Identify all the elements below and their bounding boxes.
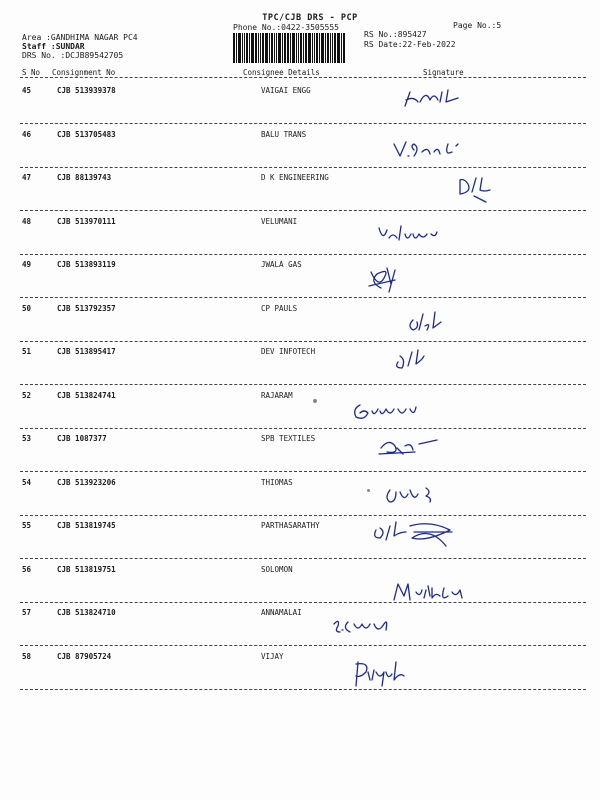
ink-speck [313,399,317,403]
row-separator [20,689,586,690]
row-consignee: SPB TEXTILES [261,434,316,443]
row-sno: 57 [22,608,32,617]
row-consignee: CP PAULS [261,303,298,313]
rs-date: RS Date:22-Feb-2022 [364,40,456,49]
header-rule [20,77,586,78]
col-header-consignee: Consignee Details [243,68,320,77]
area-field: Area :GANDHIMA NAGAR PC4 [22,33,138,42]
signature-image [350,395,470,429]
rs-number: RS No.:895427 [364,30,427,39]
row-separator [20,123,586,124]
row-separator [20,254,586,255]
row-consignment-no: CJB 513939378 [57,86,116,95]
row-consignee: VIJAY [261,651,284,661]
row-consignment-no: CJB 513792357 [57,303,116,313]
signature-image [365,262,415,296]
row-separator [20,428,586,429]
row-consignment-no: CJB 88139743 [57,173,112,182]
signature-image [350,656,420,696]
row-consignment-no: CJB 513819751 [57,564,116,574]
row-consignee: PARTHASARATHY [261,521,320,530]
row-sno: 49 [22,260,32,269]
signature-image [400,84,480,112]
row-separator [20,167,586,168]
row-consignee: DEV INFOTECH [261,347,316,356]
signature-image [330,612,410,640]
signature-image [375,220,455,248]
signature-image [450,172,520,208]
row-separator [20,602,586,603]
row-consignee: BALU TRANS [261,129,307,139]
row-consignee: SOLOMON [261,564,293,574]
document-title: TPC/CJB DRS - PCP [262,13,358,23]
signature-image [375,434,465,466]
signature-image [370,518,470,562]
signature-image [380,480,450,514]
row-sno: 47 [22,173,32,182]
row-sno: 53 [22,434,32,443]
row-consignee: VAIGAI ENGG [261,86,311,95]
row-consignment-no: CJB 513824741 [57,390,116,400]
row-separator [20,471,586,472]
row-separator [20,558,586,559]
ink-speck [367,489,370,492]
row-sno: 50 [22,303,32,313]
row-consignee: D K ENGINEERING [261,173,329,182]
row-separator [20,210,586,211]
row-sno: 45 [22,86,32,95]
row-sno: 55 [22,521,32,530]
staff-field: Staff :SUNDAR [22,42,85,51]
row-separator [20,297,586,298]
row-sno: 48 [22,216,32,226]
row-consignment-no: CJB 513819745 [57,521,116,530]
signature-image [405,308,465,338]
row-consignee: VELUMANI [261,216,298,226]
row-sno: 52 [22,390,32,400]
row-consignment-no: CJB 87905724 [57,651,112,661]
row-consignment-no: CJB 513895417 [57,347,116,356]
row-separator [20,645,586,646]
signature-image [390,346,440,380]
row-consignment-no: CJB 513893119 [57,260,116,269]
row-consignee: JWALA GAS [261,260,302,269]
row-consignment-no: CJB 513970111 [57,216,116,226]
row-sno: 58 [22,651,32,661]
barcode [233,33,358,63]
row-sno: 51 [22,347,32,356]
row-sno: 54 [22,477,32,487]
signature-image [390,136,480,168]
row-consignment-no: CJB 513824710 [57,608,116,617]
row-separator [20,384,586,385]
row-consignee: RAJARAM [261,390,293,400]
row-separator [20,341,586,342]
row-consignee: ANNAMALAI [261,608,302,617]
col-header-signature: Signature [423,68,464,77]
row-separator [20,515,586,516]
drs-number: DRS No. :DCJB89542705 [22,51,124,60]
row-consignment-no: CJB 1087377 [57,434,107,443]
page-number: Page No.:5 [453,21,502,30]
col-header-sno: S No [22,68,41,77]
phone-number: Phone No.:0422-3505555 [233,23,339,32]
row-sno: 56 [22,564,32,574]
row-consignment-no: CJB 513923206 [57,477,116,487]
row-consignee: THIOMAS [261,477,293,487]
row-consignment-no: CJB 513705483 [57,129,116,139]
row-sno: 46 [22,129,32,139]
col-header-consignment: Consignment No [52,68,116,77]
